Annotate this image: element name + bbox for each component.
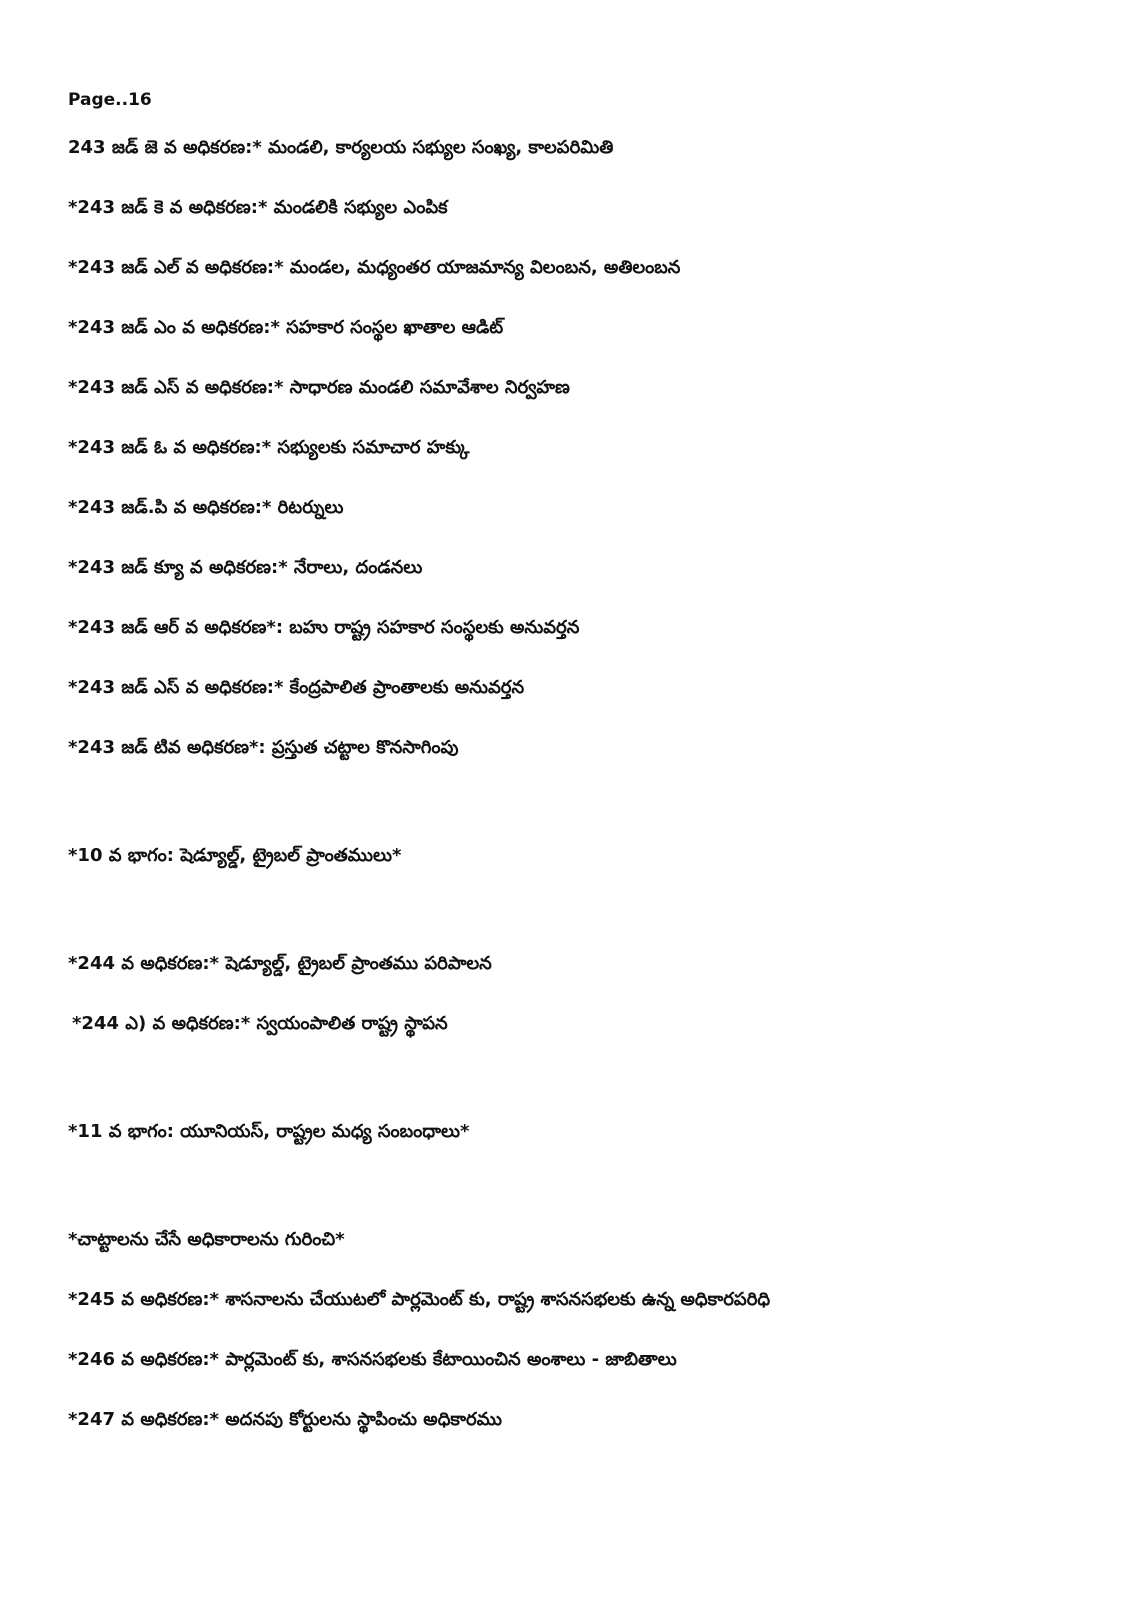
page-number: Page..16 xyxy=(68,90,152,110)
article-line: *244 ఎ) వ అధికరణ:* స్వయంపాలిత రాష్ట్ర స్థాపన xyxy=(72,1013,448,1034)
section-heading: *11 వ భాగం: యూనియస్, రాష్ట్రల మధ్య సంబంధాలు* xyxy=(68,1121,470,1142)
article-line: *243 జడ్ ఎస్ వ అధికరణ:* సాధారణ మండలి సమావేశాల నిర్వహణ xyxy=(68,377,570,398)
article-line: *246 వ అధికరణ:* పార్లమెంట్ కు, శాసనసభలకు కేటాయించిన అంశాలు - జాబితాలు xyxy=(68,1349,677,1370)
article-line: *243 జడ్ క్యూ వ అధికరణ:* నేరాలు, దండనలు xyxy=(68,557,423,578)
article-line: *243 జడ్ టివ అధికరణ*: ప్రస్తుత చట్టాల కొనసాగింపు xyxy=(68,737,459,758)
article-line: *243 జడ్ ఎస్ వ అధికరణ:* కేంద్రపాలిత ప్రాంతాలకు అనువర్తన xyxy=(68,677,525,698)
subsection-heading: *చాట్టాలను చేసే అధికారాలను గురించి* xyxy=(68,1229,345,1250)
article-line: *243 జడ్ ఎల్ వ అధికరణ:* మండల, మధ్యంతర యాజమాన్య విలంబన, అతిలంబన xyxy=(68,257,681,278)
article-line: 243 జడ్ జె వ అధికరణ:* మండలి, కార్యలయ సభ్యుల సంఖ్య, కాలపరిమితి xyxy=(68,137,614,158)
article-line: *243 జడ్ ఆర్ వ అధికరణ*: బహు రాష్ట్ర సహకార సంస్థలకు అనువర్తన xyxy=(68,617,580,638)
article-line: *244 వ అధికరణ:* షెడ్యూల్డ్, ట్రైబల్ ప్రాంతము పరిపాలన xyxy=(68,953,492,974)
article-line: *243 జడ్ ఓ వ అధికరణ:* సభ్యులకు సమాచార హక్కు xyxy=(68,437,470,458)
article-line: *243 జడ్ కె వ అధికరణ:* మండలికి సభ్యుల ఎంపిక xyxy=(68,197,448,218)
article-line: *247 వ అధికరణ:* అదనపు కోర్టులను స్థాపించు అధికారము xyxy=(68,1409,502,1430)
article-line: *243 జడ్ ఎం వ అధికరణ:* సహకార సంస్థల ఖాతాల ఆడిట్ xyxy=(68,317,504,338)
article-line: *243 జడ్.పి వ అధికరణ:* రిటర్నులు xyxy=(68,497,344,518)
article-line: *245 వ అధికరణ:* శాసనాలను చేయుటలో పార్లమెంట్ కు, రాష్ట్ర శాసనసభలకు ఉన్న అధికారపరిధి xyxy=(68,1289,771,1310)
section-heading: *10 వ భాగం: షెడ్యూల్డ్, ట్రైబల్ ప్రాంతములు* xyxy=(68,845,402,866)
